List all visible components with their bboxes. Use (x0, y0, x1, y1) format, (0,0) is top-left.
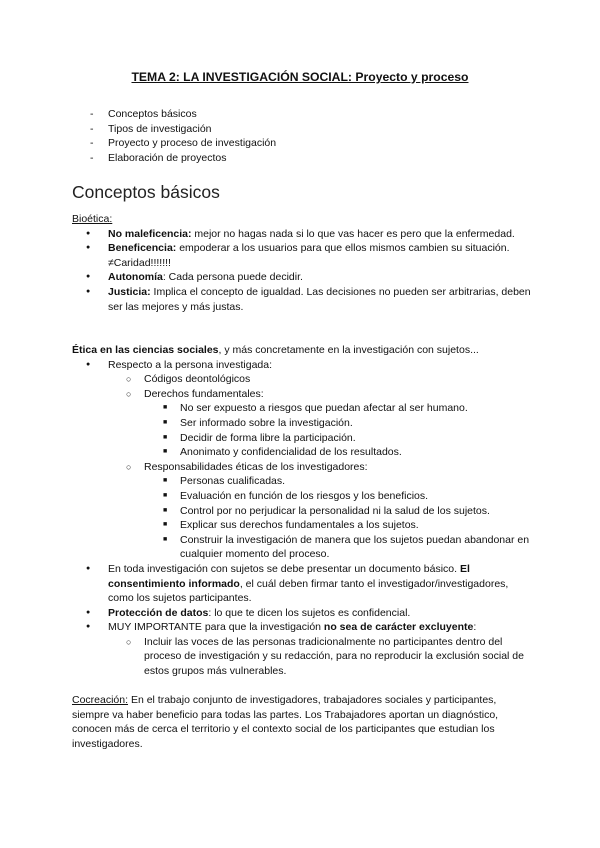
respecto-text: Respecto a la persona investigada: (108, 358, 273, 371)
derechos-list (144, 401, 532, 459)
muy-post: : (473, 621, 477, 634)
etica-block (72, 343, 532, 679)
page-title: TEMA 2: LA INVESTIGACIÓN SOCIAL: Proyecto y proceso (131, 70, 469, 84)
cocreacion-paragraph (72, 693, 532, 751)
list-item (72, 562, 532, 606)
bioetica-label: Bioética: (72, 213, 113, 225)
derechos-label: Derechos fundamentales: (144, 387, 264, 400)
term-text: : Cada persona puede decidir. (162, 271, 303, 284)
list-item: ■ Explicar sus derechos fundamentales a los sujetos. (144, 518, 532, 533)
bioetica-block (72, 212, 532, 314)
toc-item: - Proyecto y proceso de investigación (90, 136, 276, 151)
list-item (72, 270, 532, 285)
cocreacion-block (72, 693, 532, 751)
list-item: ■ Evaluación en función de los riesgos y los beneficios. (144, 489, 532, 504)
etica-list (72, 358, 532, 679)
list-item: ■ Ser informado sobre la investigación. (144, 416, 532, 431)
term: Beneficencia: (108, 242, 177, 255)
datos-bold: Protección de datos (108, 606, 209, 619)
list-item: ■ Construir la investigación de manera que los sujetos puedan abandonar en cualquier momento del proceso. (144, 533, 532, 562)
consent-post: , el cuál deben firmar tanto el investigador/investigadores, como los sujetos participantes. (108, 577, 509, 605)
toc-item: - Elaboración de proyectos (90, 151, 276, 166)
list-item (72, 227, 532, 242)
etica-lead (72, 343, 532, 358)
term-text: mejor no hagas nada si lo que vas hacer es pero que la enfermedad. (191, 227, 515, 240)
list-item (108, 460, 532, 562)
term: Autonomía (108, 271, 163, 284)
list-item (72, 285, 532, 314)
toc-item: - Tipos de investigación (90, 122, 276, 137)
consent-bold: El consentimiento informado (108, 562, 470, 590)
etica-lead-bold: Ética en las ciencias sociales (72, 344, 219, 356)
muy-bold: no sea de carácter excluyente (323, 621, 474, 634)
list-item: ■ Decidir de forma libre la participación. (144, 431, 532, 446)
sublist (108, 372, 532, 562)
list-item: ■ Anonimato y confidencialidad de los resultados. (144, 445, 532, 460)
list-item (72, 606, 532, 621)
list-item: ■ No ser expuesto a riesgos que puedan afectar al ser humano. (144, 401, 532, 416)
list-item (72, 241, 532, 270)
cocreacion-text: En el trabajo conjunto de investigadores, trabajadores sociales y participantes, siempre va haber beneficio para todas las partes. Los Trabajadores aportan un diagnóstico, conocen más de cerca el territorio y el contexto social de los participantes que estudian los investigadores. (72, 694, 499, 750)
list-item: ○ Incluir las voces de las personas tradicionalmente no participantes dentro del proceso de investigación y su redacción, para no reproducir la exclusión social de estos grupos más vulnerables. (108, 635, 532, 679)
datos-post: : lo que te dicen los sujetos es confidencial. (208, 606, 411, 619)
responsabilidades-label: Responsabilidades éticas de los investigadores: (144, 460, 368, 473)
toc-item: - Conceptos básicos (90, 107, 276, 122)
bioetica-list (72, 227, 532, 315)
cocreacion-label: Cocreación: (72, 694, 129, 706)
term: No maleficencia: (108, 227, 192, 240)
list-item (72, 358, 532, 562)
list-item (108, 387, 532, 460)
sublist (108, 635, 532, 679)
muy-pre: MUY IMPORTANTE para que la investigación (108, 621, 324, 634)
etica-lead-rest: , y más concretamente en la investigación con sujetos... (218, 344, 479, 356)
section-heading: Conceptos básicos (72, 182, 220, 202)
term-text: empoderar a los usuarios para que ellos mismos cambien su situación. ≠Caridad!!!!!!! (108, 242, 510, 269)
list-item: ○ Códigos deontológicos (108, 372, 532, 387)
list-item (72, 620, 532, 678)
list-item: ■ Personas cualificadas. (144, 474, 532, 489)
term: Justicia: (108, 285, 151, 298)
list-item: ■ Control por no perjudicar la personalidad ni la salud de los sujetos. (144, 504, 532, 519)
consent-pre: En toda investigación con sujetos se debe presentar un documento básico. (108, 562, 460, 575)
responsabilidades-list (144, 474, 532, 562)
term-text: Implica el concepto de igualdad. Las decisiones no pueden ser arbitrarias, deben ser las mejores y más justas. (108, 285, 531, 313)
table-of-contents (90, 107, 276, 165)
